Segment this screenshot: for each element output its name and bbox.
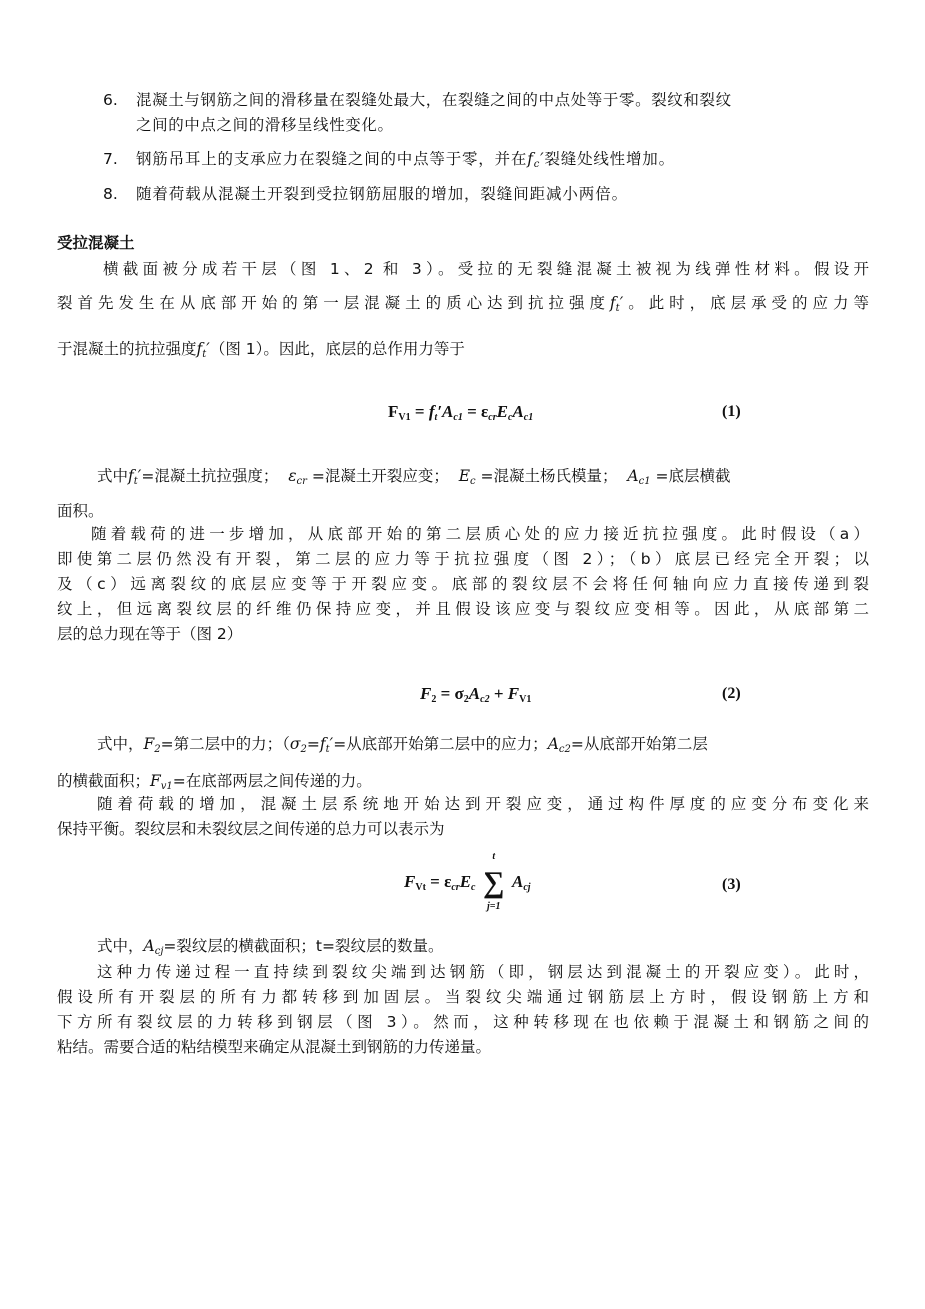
list-text: 随着荷载从混凝土开裂到受拉钢筋屈服的增加，裂缝间距减小两倍。 (136, 185, 629, 203)
text-line: 粘结。需要合适的粘结模型来确定从混凝土到钢筋的力传递量。 (57, 1038, 492, 1056)
text-line: 式中$f_t'=$混凝土抗拉强度； $\varepsilon_{cr}$ =混凝土开裂应变； $E_c$ =混凝土杨氏模量； $A_{c1}$ =底层横截 (97, 467, 731, 487)
paragraph-7 (57, 960, 869, 1060)
list-number: 8. (103, 185, 118, 203)
text-line: 及（c）远离裂纹的底层应变等于开裂应变。底部的裂纹层不会将任何轴向应力直接传递到裂 (57, 575, 869, 593)
summation-symbol: ∑ t j=1 (483, 851, 505, 912)
text-line: 面积。 (57, 502, 104, 520)
list-number: 7. (103, 150, 118, 168)
text-line: 于混凝土的抗拉强度$f_t'$（图 1）。因此，底层的总作用力等于 (57, 340, 465, 360)
paragraph-1 (57, 255, 869, 375)
text-line: 这种力传递过程一直持续到裂纹尖端到达钢筋（即，钢层达到混凝土的开裂应变）。此时， (97, 963, 869, 981)
section-heading: 受拉混凝土 (57, 234, 135, 252)
paragraph-5 (57, 792, 869, 842)
text-line: 纹上，但远离裂纹层的纤维仍保持应变，并且假设该应变与裂纹应变相等。因此，从底部第二 (57, 600, 869, 618)
text-line: 式中，$F_2=$第二层中的力；（$\sigma_2=f_t'=$从底部开始第二层中的应力；$A_{c2}=$从底部开始第二层 (97, 735, 708, 755)
list-text: 钢筋吊耳上的支承应力在裂缝之间的中点等于零，并在$f_c'$裂缝处线性增加。 (136, 150, 675, 170)
paragraph-2 (57, 462, 869, 526)
paragraph-3 (57, 522, 869, 647)
text-line: 横截面被分成若干层（图 1、2 和 3）。受拉的无裂缝混凝土被视为线弹性材料。假设开 (103, 260, 869, 278)
equation-number: (2) (722, 685, 741, 702)
list-item-7 (103, 147, 873, 177)
equation-2: $F_2 = \sigma_2A_{c2} + F_{V1}$ (420, 684, 532, 705)
list-text: 之间的中点之间的滑移呈线性变化。 (136, 116, 394, 134)
list-item-8 (103, 182, 873, 207)
text-line: 保持平衡。裂纹层和未裂纹层之间传递的总力可以表示为 (57, 820, 445, 838)
equation-number: (1) (722, 403, 741, 420)
text-line: 假设所有开裂层的所有力都转移到加固层。当裂纹尖端通过钢筋层上方时，假设钢筋上方和 (57, 988, 869, 1006)
text-line: 下方所有裂纹层的力转移到钢层（图 3）。然而，这种转移现在也依赖于混凝土和钢筋之间的 (57, 1013, 869, 1031)
list-text: 混凝土与钢筋之间的滑移量在裂缝处最大，在裂缝之间的中点处等于零。裂纹和裂纹 (136, 91, 732, 109)
text-line: 随着载荷的进一步增加，从底部开始的第二层质心处的应力接近抗拉强度。此时假设（a） (91, 525, 869, 543)
text-line: 随着荷载的增加，混凝土层系统地开始达到开裂应变，通过构件厚度的应变分布变化来 (97, 795, 869, 813)
equation-3: $F_{Vt} = \varepsilon_{cr}E_c$ ∑ t j=1 $A_{cj}$ (404, 851, 531, 912)
list-number: 6. (103, 91, 118, 109)
text-line: 裂首先发生在从底部开始的第一层混凝土的质心达到抗拉强度$f_t'$。此时，底层承受的应力等 (57, 294, 869, 314)
text-line: 的横截面积；$F_{v1}=$在底部两层之间传递的力。 (57, 772, 372, 792)
equation-1: $F_{V1} = f_t'A_{c1} = \varepsilon_{cr}E_cA_{c1}$ (388, 402, 534, 423)
list-item-6 (103, 88, 873, 138)
math-fc-prime: $f_c'$ (527, 150, 545, 170)
text-line: 即使第二层仍然没有开裂，第二层的应力等于抗拉强度（图 2）；（b）底层已经完全开裂；以 (57, 550, 869, 568)
text-line: 层的总力现在等于（图 2） (57, 625, 243, 643)
equation-number: (3) (722, 876, 741, 893)
text-line: 式中，$A_{cj}=$裂纹层的横截面积；t=裂纹层的数量。 (97, 937, 444, 957)
